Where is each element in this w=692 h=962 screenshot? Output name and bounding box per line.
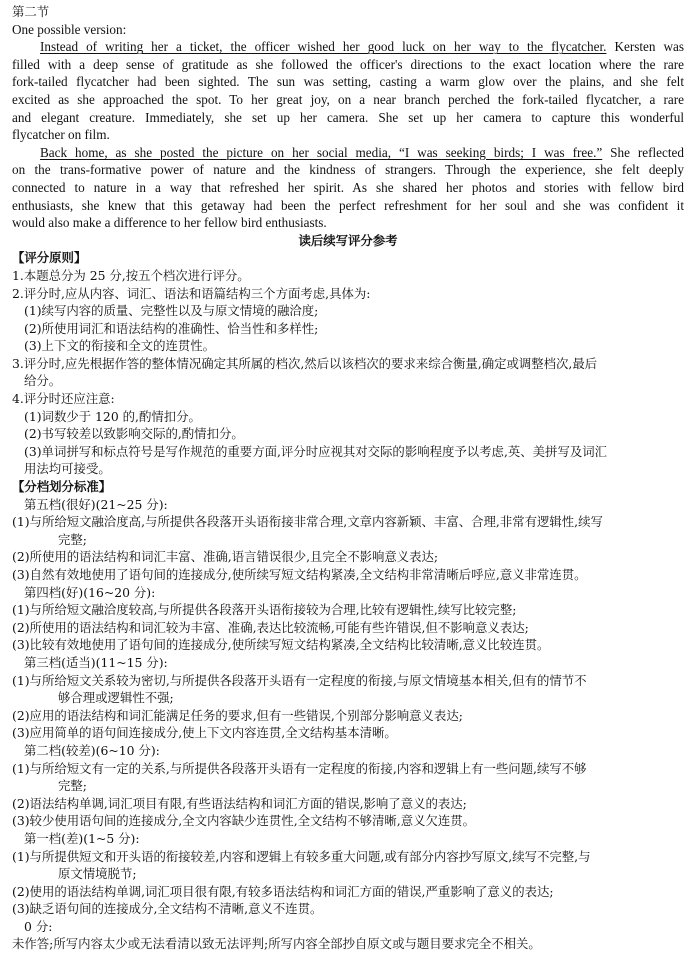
para1-line-4: excited as she approached the spot. To her great joy, on a near branch perched the fork-tailed flycatcher, a rare — [12, 91, 684, 107]
level-3-item-1-cont: 够合理或逻辑性不强; — [58, 690, 174, 706]
principle-3: 3.评分时,应先根据作答的整体情况确定其所属的档次,然后以该档次的要求来综合衡量,确定或调整档次,最后 — [12, 355, 598, 371]
para2-line-3: connected to nature in a way that refreshed her spirit. As she shared her photos and stories with fellow bird — [12, 179, 684, 195]
level-2-item-1: (1)与所给短文有一定的关系,与所提供各段落开头语有一定程度的衔接,内容和逻辑上有一些问题,续写不够 — [12, 760, 587, 776]
para2-underlined: Back home, as she posted the picture on her social media, “I was seeking birds; I was free.” — [40, 144, 603, 160]
document-page — [12, 3, 684, 953]
para1-line-5: and elegant creature. Immediately, she set up her camera. She set up her camera to capture this wonderful — [12, 109, 684, 125]
level-2-item-3: (3)较少使用语句间的连接成分,全文内容缺少连贯性,全文结构不够清晰,意义欠连贯。 — [12, 813, 476, 829]
version-label: One possible version: — [12, 21, 127, 37]
principle-2-3: (3)上下文的衔接和全文的连贯性。 — [24, 338, 216, 354]
para1-line-2: filled with a deep sense of gratitude as she followed the officer's directions to the exact location where the rare — [12, 56, 684, 72]
level-1-item-1-cont: 原文情境脱节; — [58, 866, 137, 882]
principle-2: 2.评分时,应从内容、词汇、语法和语篇结构三个方面考虑,具体为: — [12, 285, 371, 301]
principle-3-cont: 给分。 — [24, 373, 62, 389]
level-4-item-2: (2)所使用的语法结构和词汇较为丰富、准确,表达比较流畅,可能有些许错误,但不影响意义表达; — [12, 619, 529, 635]
para1-line-6: flycatcher on film. — [12, 127, 110, 143]
para1-line-3: fork-tailed flycatcher had been sighted. The sun was setting, casting a warm glow over the plains, and she felt — [12, 74, 684, 90]
principle-1: 1.本题总分为 25 分,按五个档次进行评分。 — [12, 267, 250, 283]
para2-line-4: enthusiasts, she knew that this getaway had been the perfect refreshment for her soul and she was confident it — [12, 197, 684, 213]
para1-underlined: Instead of writing her a ticket, the officer wished her good luck on her way to the flycatcher. — [40, 39, 607, 55]
level-1-item-1: (1)与所提供短文和开头语的衔接较差,内容和逻辑上有较多重大问题,或有部分内容抄写原文,续写不完整,与 — [12, 848, 591, 864]
level-5-item-1-cont: 完整; — [58, 531, 87, 547]
rubric-title: 读后续写评分参考 — [298, 232, 398, 248]
levels-heading: 【分档划分标准】 — [12, 479, 112, 495]
level-2-item-1-cont: 完整; — [58, 778, 87, 794]
level-0-desc: 未作答;所写内容太少或无法看清以致无法评判;所写内容全部抄自原文或与题目要求完全不相关。 — [12, 936, 541, 952]
para2-line-2: on the trans-formative power of nature and the kindness of strangers. Through the experience, she felt deeply — [12, 162, 684, 178]
para2-line-1: Back home, as she posted the picture on her social media, “I was seeking birds; I was free.” She reflected — [40, 144, 684, 160]
level-5-item-2: (2)所使用的语法结构和词汇丰富、准确,语言错误很少,且完全不影响意义表达; — [12, 549, 439, 565]
principle-2-1: (1)续写内容的质量、完整性以及与原文情境的融洽度; — [24, 303, 319, 319]
level-0-title: 0 分: — [24, 918, 53, 934]
para1-line-1: Instead of writing her a ticket, the officer wished her good luck on her way to the flycatcher. Kersten was — [40, 39, 684, 55]
principle-4-1: (1)词数少于 120 的,酌情扣分。 — [24, 408, 201, 424]
principles-heading: 【评分原则】 — [12, 250, 87, 266]
level-3-title: 第三档(适当)(11~15 分): — [24, 654, 168, 670]
level-5-title: 第五档(很好)(21~25 分): — [24, 496, 168, 512]
level-2-title: 第二档(较差)(6~10 分): — [24, 742, 160, 758]
principle-4-3: (3)单词拼写和标点符号是写作规范的重要方面,评分时应视其对交际的影响程度予以考虑,英、美拼写及词汇 — [24, 443, 608, 459]
level-5-item-1: (1)与所给短文融洽度高,与所提供各段落开头语衔接非常合理,文章内容新颖、丰富、合理,非常有逻辑性,续写 — [12, 514, 603, 530]
principle-4-3-cont: 用法均可接受。 — [24, 461, 111, 477]
level-1-item-3: (3)缺乏语句间的连接成分,全文结构不清晰,意义不连贯。 — [12, 901, 323, 917]
level-4-item-1: (1)与所给短文融洽度较高,与所提供各段落开头语衔接较为合理,比较有逻辑性,续写比较完整; — [12, 602, 517, 618]
level-1-item-2: (2)使用的语法结构单调,词汇项目很有限,有较多语法结构和词汇方面的错误,严重影响了意义的表达; — [12, 883, 554, 899]
level-1-title: 第一档(差)(1~5 分): — [24, 830, 140, 846]
level-4-item-3: (3)比较有效地使用了语句间的连接成分,使所续写短文结构紧凑,全文结构比较清晰,意义比较连贯。 — [12, 637, 550, 653]
principle-4: 4.评分时还应注意: — [12, 391, 115, 407]
principle-2-2: (2)所使用词汇和语法结构的准确性、恰当性和多样性; — [24, 320, 319, 336]
level-5-item-3: (3)自然有效地使用了语句间的连接成分,使所续写短文结构紧凑,全文结构非常清晰后呼应,意义非常连贯。 — [12, 567, 587, 582]
level-3-item-1: (1)与所给短文关系较为密切,与所提供各段落开头语有一定程度的衔接,与原文情境基本相关,但有的情节不 — [12, 672, 587, 688]
level-4-title: 第四档(好)(16~20 分): — [24, 584, 156, 600]
para2-line-5: would also make a difference to her fellow bird enthusiasts. — [12, 215, 327, 231]
level-3-item-2: (2)应用的语法结构和词汇能满足任务的要求,但有一些错误,个别部分影响意义表达; — [12, 707, 463, 723]
principle-4-2: (2)书写较差以致影响交际的,酌情扣分。 — [24, 426, 244, 442]
section-title: 第二节 — [12, 4, 50, 19]
level-3-item-3: (3)应用简单的语句间连接成分,使上下文内容连贯,全文结构基本清晰。 — [12, 725, 397, 741]
level-2-item-2: (2)语法结构单调,词汇项目有限,有些语法结构和词汇方面的错误,影响了意义的表达; — [12, 795, 467, 811]
